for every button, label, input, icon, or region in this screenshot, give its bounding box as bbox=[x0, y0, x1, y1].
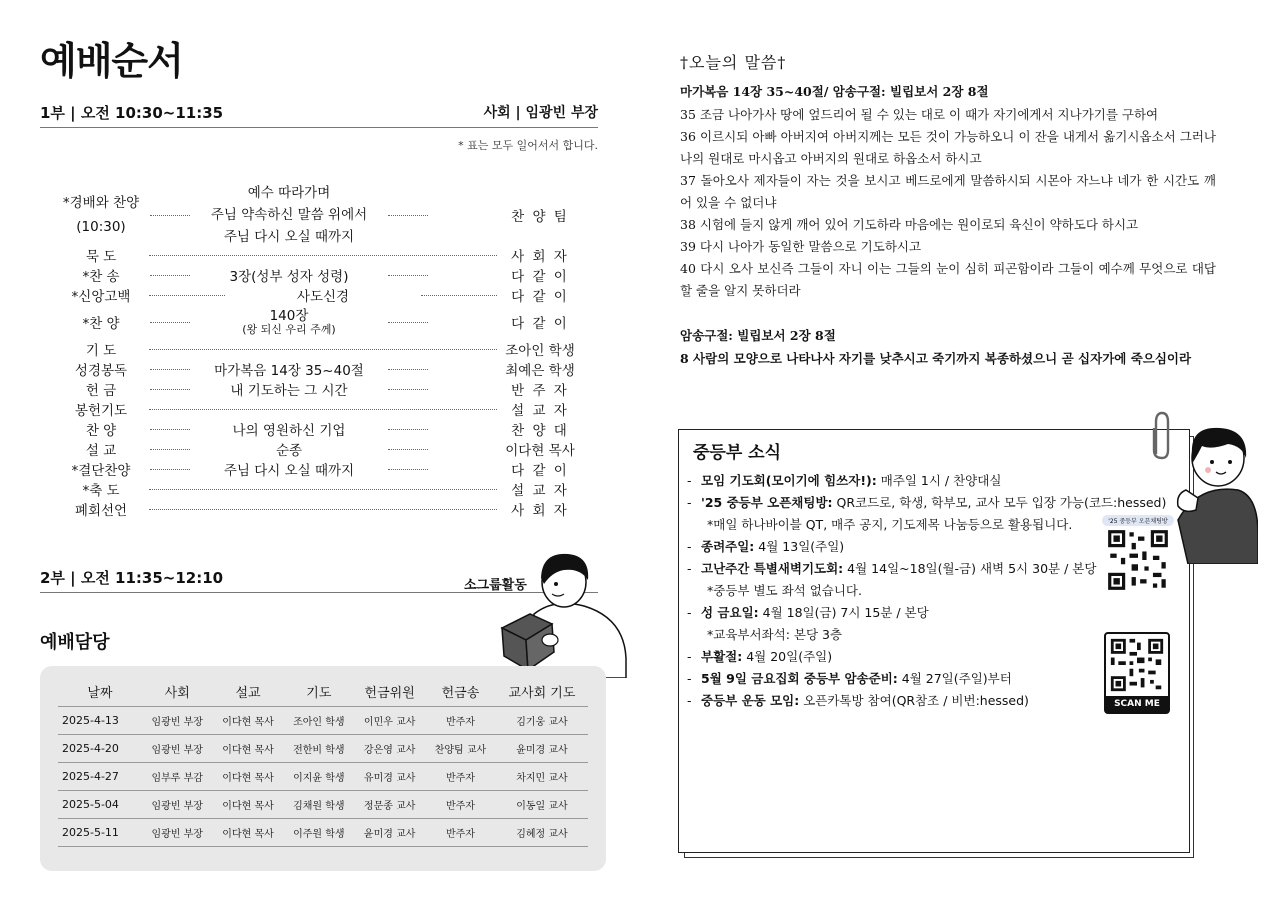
table-cell: 임광빈 부장 bbox=[142, 790, 213, 818]
order-row bbox=[56, 399, 580, 419]
order-role: 반 주 자 bbox=[511, 383, 569, 399]
column-header: 설교 bbox=[213, 678, 284, 706]
order-row-praise bbox=[56, 185, 580, 245]
list-item: - 부활절: 4월 20일(주일) bbox=[687, 649, 833, 664]
scripture-passage bbox=[680, 82, 1216, 302]
verse: 37 돌아오사 제자들이 자는 것을 보시고 베드로에게 말씀하시되 시몬아 자느냐 네가 한 시간도 깨어 있을 수 없더냐 bbox=[680, 173, 1216, 210]
order-role: 다 같 이 bbox=[511, 463, 569, 479]
hymn-number: 140장 bbox=[269, 308, 309, 324]
table-cell: 차지민 교사 bbox=[496, 762, 588, 790]
memory-verse bbox=[680, 326, 1216, 370]
table-cell: 2025-5-11 bbox=[58, 818, 142, 846]
table-cell: 이민우 교사 bbox=[354, 706, 425, 734]
open-chat-qr[interactable] bbox=[1102, 515, 1174, 591]
order-content: 나의 영원하신 기업 bbox=[232, 423, 346, 439]
table-cell: 윤미경 교사 bbox=[354, 818, 425, 846]
todays-word-title: †오늘의 말씀† bbox=[680, 53, 787, 72]
order-content: 사도신경 bbox=[296, 289, 350, 305]
part1-host: 사회 | 임광빈 부장 bbox=[483, 105, 598, 121]
verse: 40 다시 오사 보신즉 그들이 자니 이는 그들의 눈이 심히 피곤함이라 그들이 예수께 무엇으로 대답할 줄을 알지 못하더라 bbox=[680, 261, 1216, 298]
order-label: 봉헌기도 bbox=[74, 403, 128, 419]
order-label: *신앙고백 bbox=[71, 289, 131, 305]
table-cell: 이주원 학생 bbox=[283, 818, 354, 846]
table-cell: 김기웅 교사 bbox=[496, 706, 588, 734]
order-label: 찬 양 bbox=[85, 423, 117, 439]
standing-note: * 표는 모두 일어서서 합니다. bbox=[458, 139, 598, 152]
list-item: - 모임 기도회(모이기에 힘쓰자!): 매주일 1시 / 찬양대실 bbox=[687, 473, 1002, 488]
order-role: 다 같 이 bbox=[511, 269, 569, 285]
order-role: 사 회 자 bbox=[511, 249, 569, 265]
order-content: 주님 다시 오실 때까지 bbox=[223, 463, 355, 479]
column-header: 헌금위원 bbox=[354, 678, 425, 706]
table-cell: 유미경 교사 bbox=[354, 762, 425, 790]
table-cell: 이동일 교사 bbox=[496, 790, 588, 818]
worship-order bbox=[56, 185, 580, 519]
praise-time: (10:30) bbox=[76, 219, 126, 235]
table-cell: 임광빈 부장 bbox=[142, 818, 213, 846]
news-title: 중등부 소식 bbox=[693, 443, 782, 463]
order-role: 찬 양 대 bbox=[511, 423, 569, 439]
order-label: *축 도 bbox=[82, 483, 120, 499]
memory-text: 8 사람의 모양으로 나타나사 자기를 낮추시고 죽기까지 복종하셨으니 곧 십자가에 죽으심이라 bbox=[680, 351, 1192, 366]
table-cell: 강은영 교사 bbox=[354, 734, 425, 762]
duty-title: 예배담당 bbox=[40, 632, 110, 653]
order-role: 이다현 목사 bbox=[505, 443, 575, 459]
verse: 38 시험에 들지 않게 깨어 있어 기도하라 마음에는 원이로되 육신이 약하도다 하시고 bbox=[680, 217, 1139, 232]
qr-caption: '25 중등부 오픈채팅방 bbox=[1102, 515, 1174, 526]
verse: 39 다시 나아가 동일한 말씀으로 기도하시고 bbox=[680, 239, 922, 254]
order-label: 성경봉독 bbox=[74, 363, 128, 379]
hymn-subtitle: (왕 되신 우리 주께) bbox=[242, 323, 336, 336]
column-header: 날짜 bbox=[58, 678, 142, 706]
order-role: 조아인 학생 bbox=[505, 343, 575, 359]
table-cell: 임광빈 부장 bbox=[142, 706, 213, 734]
part2-label: 2부 | 오전 11:35~12:10 bbox=[40, 569, 224, 587]
table-cell: 반주자 bbox=[425, 762, 496, 790]
column-header: 기도 bbox=[283, 678, 354, 706]
order-row-hymn bbox=[56, 305, 580, 339]
order-content: 내 기도하는 그 시간 bbox=[230, 383, 348, 399]
order-row bbox=[56, 265, 580, 285]
list-item: *중등부 별도 좌석 없습니다. bbox=[707, 583, 862, 598]
order-label: *찬 송 bbox=[82, 269, 120, 285]
order-role: 다 같 이 bbox=[511, 289, 569, 305]
praise-songs bbox=[194, 182, 384, 248]
order-role: 찬 양 팀 bbox=[511, 209, 569, 225]
praise-song: 주님 약속하신 말씀 위에서 bbox=[210, 207, 368, 223]
column-header: 헌금송 bbox=[425, 678, 496, 706]
list-item: *매일 하나바이블 QT, 매주 공지, 기도제목 나눔등으로 활용됩니다. bbox=[707, 517, 1073, 532]
order-role: 사 회 자 bbox=[511, 503, 569, 519]
memory-reference: 암송구절: 빌립보서 2장 8절 bbox=[680, 328, 836, 343]
table-row bbox=[58, 818, 588, 846]
table-cell: 김채원 학생 bbox=[283, 790, 354, 818]
table-cell: 조아인 학생 bbox=[283, 706, 354, 734]
table-cell: 찬양팀 교사 bbox=[425, 734, 496, 762]
order-label: 헌 금 bbox=[85, 383, 117, 399]
table-cell: 이다현 목사 bbox=[213, 734, 284, 762]
table-row bbox=[58, 762, 588, 790]
order-label: 설 교 bbox=[85, 443, 117, 459]
table-cell: 임부루 부감 bbox=[142, 762, 213, 790]
table-cell: 반주자 bbox=[425, 818, 496, 846]
order-row bbox=[56, 419, 580, 439]
small-group-label: 소그룹활동 bbox=[464, 578, 527, 593]
table-cell: 이다현 목사 bbox=[213, 706, 284, 734]
scripture-reference: 마가복음 14장 35~40절/ 암송구절: 빌립보서 2장 8절 bbox=[680, 84, 989, 99]
list-item: - 5월 9일 금요집회 중등부 암송준비: 4월 27일(주일)부터 bbox=[687, 671, 1012, 686]
column-header: 교사회 기도 bbox=[496, 678, 588, 706]
order-label: 폐회선언 bbox=[74, 503, 128, 519]
part1-header bbox=[40, 102, 598, 128]
praise-song: 예수 따라가며 bbox=[247, 185, 331, 201]
duty-table-card bbox=[40, 666, 606, 871]
scan-me-label: SCAN ME bbox=[1106, 696, 1168, 712]
hymn-content bbox=[194, 308, 384, 336]
order-row bbox=[56, 439, 580, 459]
order-row bbox=[56, 359, 580, 379]
table-cell: 이다현 목사 bbox=[213, 790, 284, 818]
list-item: *교육부서좌석: 본당 3층 bbox=[707, 627, 843, 642]
order-role: 최예은 학생 bbox=[505, 363, 575, 379]
table-cell: 김혜정 교사 bbox=[496, 818, 588, 846]
list-item: - 성 금요일: 4월 18일(금) 7시 15분 / 본당 bbox=[687, 605, 929, 620]
order-row bbox=[56, 499, 580, 519]
order-role: 다 같 이 bbox=[511, 316, 569, 332]
page-title: 예배순서 bbox=[40, 39, 183, 83]
part1-label: 1부 | 오전 10:30~11:35 bbox=[40, 104, 224, 122]
order-row bbox=[56, 479, 580, 499]
order-row bbox=[56, 285, 580, 305]
praise-song: 주님 다시 오실 때까지 bbox=[223, 229, 355, 245]
order-content: 순종 bbox=[275, 443, 303, 459]
duty-table bbox=[58, 678, 588, 847]
order-row bbox=[56, 245, 580, 265]
table-cell: 2025-4-27 bbox=[58, 762, 142, 790]
order-row bbox=[56, 459, 580, 479]
list-item: - 중등부 운동 모임: 오픈카톡방 참여(QR참조 / 비번:hessed) bbox=[687, 693, 1029, 708]
column-header: 사회 bbox=[142, 678, 213, 706]
verse: 35 조금 나아가사 땅에 엎드리어 될 수 있는 대로 이 때가 자기에게서 지나가기를 구하여 bbox=[680, 107, 1159, 122]
reading-person-illustration bbox=[494, 548, 634, 678]
order-content: 마가복음 14장 35~40절 bbox=[214, 363, 364, 379]
qr-code-icon bbox=[1109, 637, 1165, 693]
duty-header-row bbox=[58, 678, 588, 706]
order-label: 묵 도 bbox=[85, 249, 117, 265]
table-cell: 정문종 교사 bbox=[354, 790, 425, 818]
table-cell: 반주자 bbox=[425, 790, 496, 818]
order-content: 3장(성부 성자 성령) bbox=[229, 269, 349, 285]
praise-label: *경배와 찬양 bbox=[62, 195, 140, 211]
table-cell: 임광빈 부장 bbox=[142, 734, 213, 762]
news-list bbox=[687, 470, 1167, 712]
table-row bbox=[58, 734, 588, 762]
table-cell: 이다현 목사 bbox=[213, 762, 284, 790]
order-row bbox=[56, 339, 580, 359]
table-cell: 반주자 bbox=[425, 706, 496, 734]
list-item: - '25 중등부 오픈채팅방: QR코드로, 학생, 학부모, 교사 모두 입장 가능(코드:hessed) bbox=[687, 495, 1167, 510]
qr-code-icon bbox=[1105, 528, 1171, 592]
list-item: - 고난주간 특별새벽기도회: 4월 14일~18일(월-금) 새벽 5시 30분 / 본당 bbox=[687, 561, 1097, 576]
order-role: 설 교 자 bbox=[511, 403, 569, 419]
table-cell: 2025-5-04 bbox=[58, 790, 142, 818]
table-cell: 2025-4-13 bbox=[58, 706, 142, 734]
order-label: *찬 양 bbox=[82, 316, 120, 332]
table-cell: 이지윤 학생 bbox=[283, 762, 354, 790]
table-row bbox=[58, 790, 588, 818]
order-label: *결단찬양 bbox=[71, 463, 131, 479]
table-cell: 2025-4-20 bbox=[58, 734, 142, 762]
verse: 36 이르시되 아빠 아버지여 아버지께는 모든 것이 가능하오니 이 잔을 내게서 옮기시옵소서 그러나 나의 원대로 마시옵고 아버지의 원대로 하옵소서 하시고 bbox=[680, 129, 1216, 166]
list-item: - 종려주일: 4월 13일(주일) bbox=[687, 539, 845, 554]
table-row bbox=[58, 706, 588, 734]
scan-me-qr[interactable] bbox=[1104, 632, 1170, 714]
pointing-person-illustration bbox=[1168, 424, 1258, 564]
order-row bbox=[56, 379, 580, 399]
order-role: 설 교 자 bbox=[511, 483, 569, 499]
table-cell: 이다현 목사 bbox=[213, 818, 284, 846]
table-cell: 전한비 학생 bbox=[283, 734, 354, 762]
order-label bbox=[56, 191, 146, 239]
order-label: 기 도 bbox=[85, 343, 117, 359]
table-cell: 윤미경 교사 bbox=[496, 734, 588, 762]
